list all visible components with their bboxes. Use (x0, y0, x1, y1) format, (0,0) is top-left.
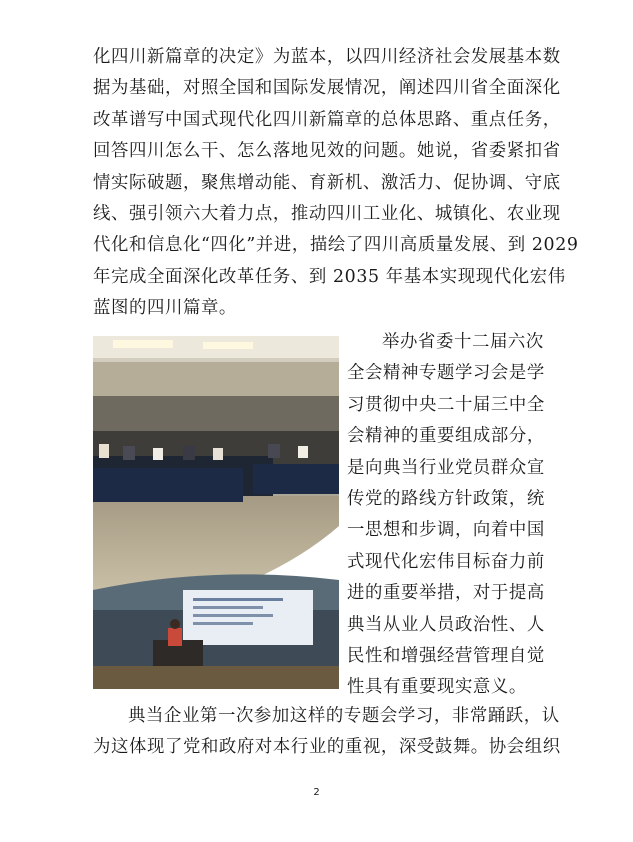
speaker-photo (93, 570, 339, 689)
paragraph-1 (93, 42, 579, 325)
text-line: 据为基础，对照全国和国际发展情况，阐述四川省全面深化 (93, 78, 561, 99)
text-line: 传党的路线方针政策，统 (347, 489, 545, 510)
photo-collage (93, 336, 339, 689)
text-line: 是向典当行业党员群众宣 (347, 457, 545, 478)
paragraph-2 (347, 327, 543, 704)
meeting-hall-photo (93, 336, 339, 592)
text-line: 改革谱写中国式现代化四川新篇章的总体思路、重点任务， (93, 109, 561, 130)
text-line: 举办省委十二届六次 (382, 332, 544, 352)
text-line: 式现代化宏伟目标奋力前 (347, 551, 545, 572)
text-line: 进的重要举措，对于提高 (347, 583, 545, 604)
text-line: 线、强引领六大着力点，推动四川工业化、城镇化、农业现 (93, 204, 561, 225)
text-line: 一思想和步调，向着中国 (347, 520, 545, 541)
text-line: 性具有重要现实意义。 (347, 677, 527, 698)
text-line: 民性和增强经营管理自觉 (347, 646, 545, 667)
text-line: 代化和信息化“四化”并进，描绘了四川高质量发展、到 2029 (93, 235, 579, 256)
text-line: 蓝图的四川篇章。 (93, 298, 237, 319)
text-line: 年完成全面深化改革任务、到 2035 年基本实现现代化宏伟 (93, 266, 566, 287)
text-line: 典当从业人员政治性、人 (347, 614, 545, 635)
text-line: 情实际破题，聚焦增动能、育新机、激活力、促协调、守底 (93, 172, 561, 193)
text-line: 会精神的重要组成部分， (347, 426, 545, 447)
text-line: 典当企业第一次参加这样的专题会学习，非常踊跃，认 (128, 706, 560, 726)
text-line: 回答四川怎么干、怎么落地见效的问题。她说，省委紧扣省 (93, 141, 561, 162)
paragraph-3 (93, 701, 561, 764)
text-line: 习贯彻中央二十届三中全 (347, 394, 545, 415)
text-line: 全会精神专题学习会是学 (347, 363, 545, 384)
text-line: 为这体现了党和政府对本行业的重视，深受鼓舞。协会组织 (93, 737, 561, 758)
page-number: 2 (313, 787, 320, 798)
text-line: 化四川新篇章的决定》为蓝本，以四川经济社会发展基本数 (93, 47, 561, 67)
